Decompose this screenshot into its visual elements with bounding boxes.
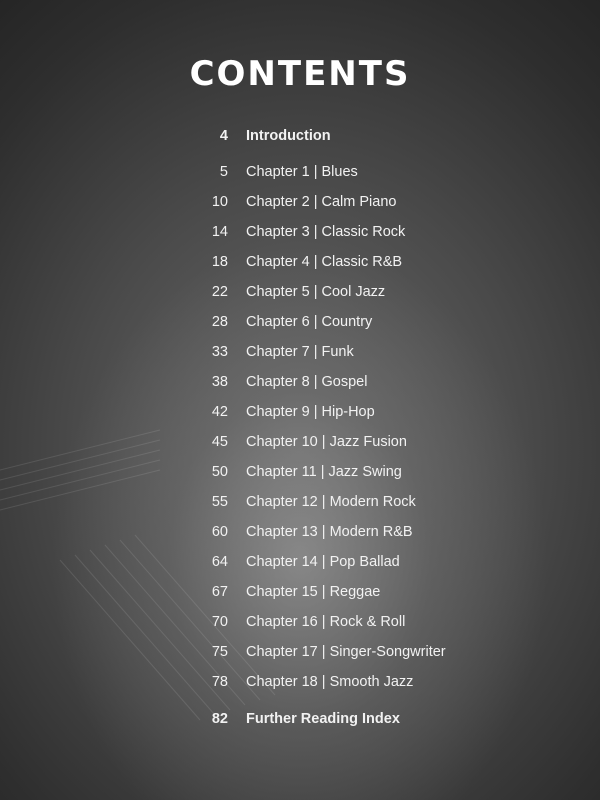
toc-entry[interactable]	[0, 311, 600, 333]
toc-entry-label: Chapter 13 | Modern R&B	[246, 524, 413, 540]
toc-entry-label: Further Reading Index	[246, 711, 400, 727]
toc-entry[interactable]	[0, 281, 600, 303]
toc-page-number: 5	[219, 164, 228, 180]
toc-entry-label: Chapter 1 | Blues	[246, 164, 358, 180]
toc-entry-label: Chapter 12 | Modern Rock	[246, 494, 416, 510]
toc-page-number: 78	[211, 674, 228, 690]
toc-page-number: 64	[211, 554, 228, 570]
toc-page-number: 75	[211, 644, 228, 660]
toc-entry[interactable]	[0, 341, 600, 363]
toc-page-number: 67	[211, 584, 228, 600]
toc-page-number: 38	[211, 374, 228, 390]
toc-entry-label: Chapter 17 | Singer-Songwriter	[246, 644, 446, 660]
toc-entry[interactable]	[0, 221, 600, 243]
toc-entry[interactable]	[0, 641, 600, 663]
toc-entry-label: Chapter 8 | Gospel	[246, 374, 368, 390]
toc-entry-label: Chapter 11 | Jazz Swing	[246, 464, 402, 480]
toc-entry-label: Chapter 15 | Reggae	[246, 584, 381, 600]
toc-entry[interactable]	[0, 251, 600, 273]
toc-page-number: 60	[211, 524, 228, 540]
toc-entry[interactable]	[0, 191, 600, 213]
toc-entry-label: Chapter 10 | Jazz Fusion	[246, 434, 407, 450]
toc-entry[interactable]	[0, 581, 600, 603]
toc-entry-label: Chapter 6 | Country	[246, 314, 373, 330]
toc-entry-label: Introduction	[246, 128, 331, 144]
toc-entry-label: Chapter 16 | Rock & Roll	[246, 614, 406, 630]
toc-page-number: 14	[211, 224, 228, 240]
toc-page-number: 33	[211, 344, 228, 360]
toc-entry-label: Chapter 9 | Hip-Hop	[246, 404, 375, 420]
toc-entry[interactable]	[0, 611, 600, 633]
toc-page-number: 50	[211, 464, 228, 480]
toc-entry[interactable]	[0, 125, 600, 147]
toc-entry[interactable]	[0, 521, 600, 543]
toc-entry-label: Chapter 14 | Pop Ballad	[246, 554, 400, 570]
page-title: CONTENTS	[189, 54, 411, 94]
toc-entry[interactable]	[0, 551, 600, 573]
toc-entry-label: Chapter 4 | Classic R&B	[246, 254, 403, 270]
toc-entry[interactable]	[0, 671, 600, 693]
toc-page-number: 22	[211, 284, 228, 300]
toc-page-number: 42	[211, 404, 228, 420]
toc-entry[interactable]	[0, 708, 600, 730]
toc-page-number: 18	[211, 254, 228, 270]
toc-entry[interactable]	[0, 431, 600, 453]
toc-page-number: 4	[219, 128, 228, 144]
toc-page-number: 28	[211, 314, 228, 330]
toc-entry-label: Chapter 2 | Calm Piano	[246, 194, 397, 210]
toc-entry[interactable]	[0, 401, 600, 423]
toc-entry-label: Chapter 18 | Smooth Jazz	[246, 674, 414, 690]
toc-entry-label: Chapter 3 | Classic Rock	[246, 224, 406, 240]
toc-page-number: 70	[211, 614, 228, 630]
toc-page-number: 45	[211, 434, 228, 450]
toc-entry[interactable]	[0, 161, 600, 183]
toc-entry-label: Chapter 7 | Funk	[246, 344, 354, 360]
toc-page-number: 10	[211, 194, 228, 210]
toc-entry-label: Chapter 5 | Cool Jazz	[246, 284, 386, 300]
toc-entry[interactable]	[0, 491, 600, 513]
toc-entry[interactable]	[0, 371, 600, 393]
toc-entry[interactable]	[0, 461, 600, 483]
toc-page-number: 82	[211, 711, 228, 727]
toc-page-number: 55	[211, 494, 228, 510]
